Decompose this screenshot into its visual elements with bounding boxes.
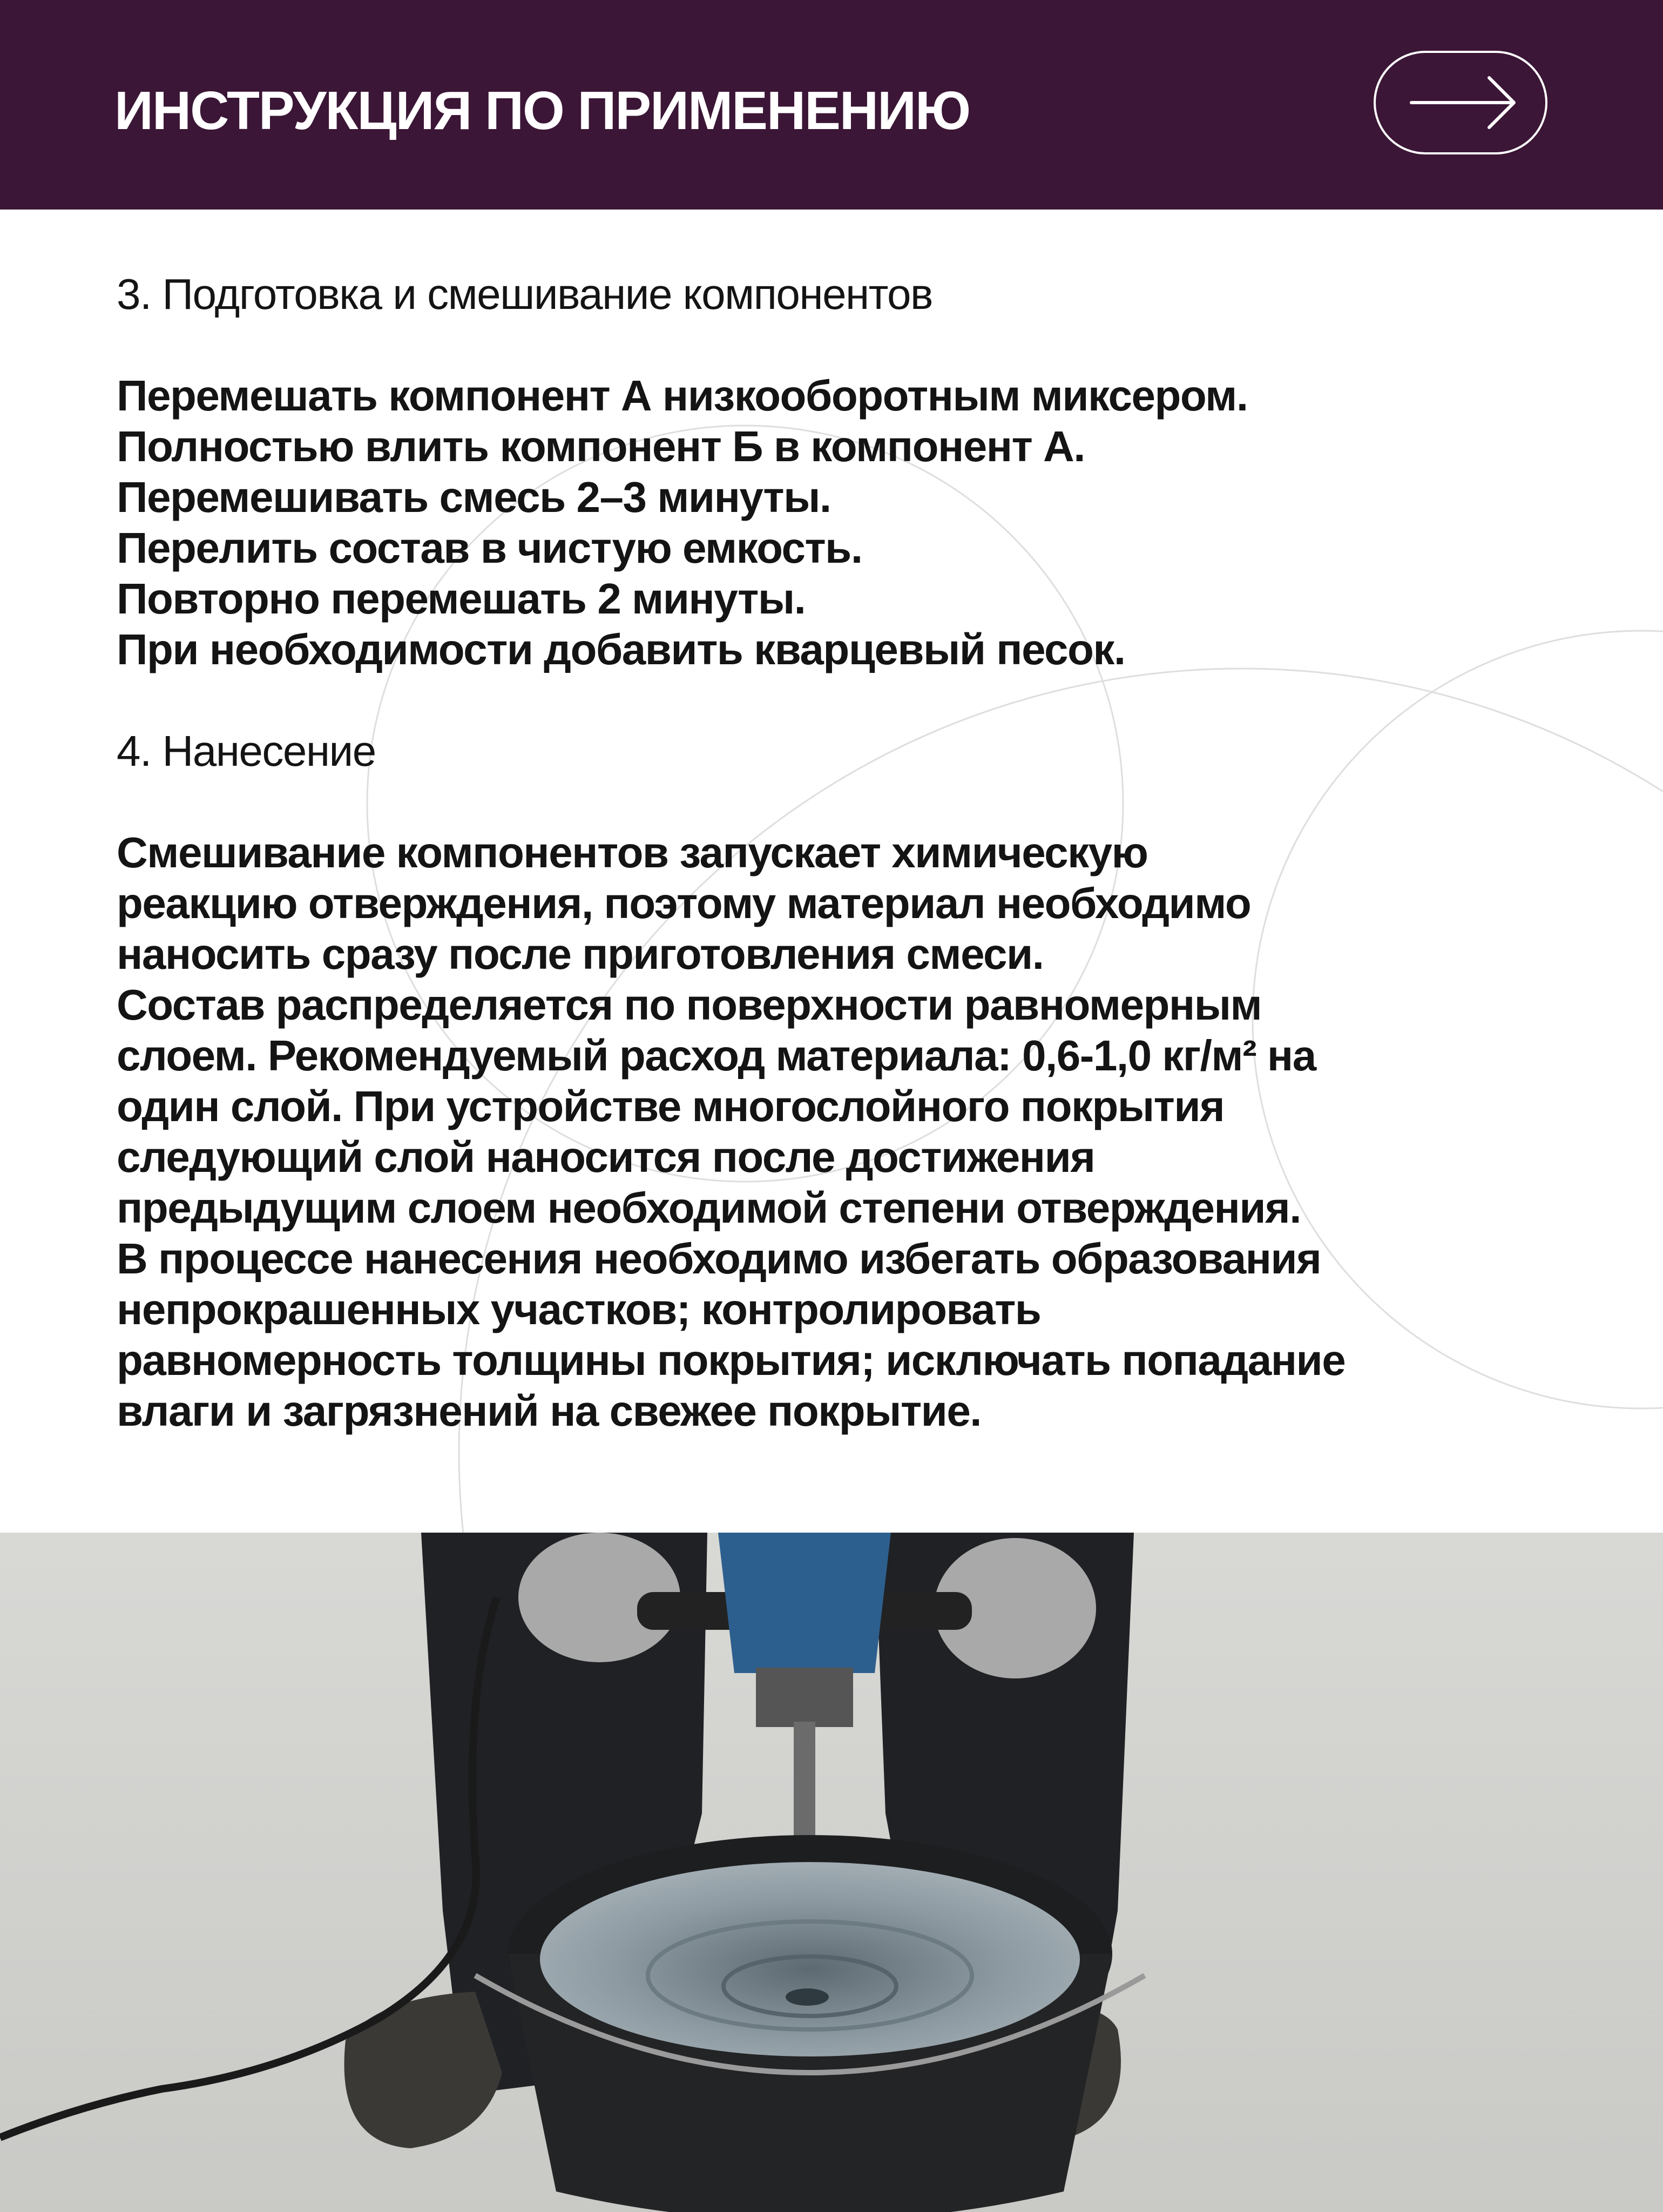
- next-page-button[interactable]: [1374, 51, 1547, 154]
- worker-mixing-bucket-illustration: [0, 1533, 1663, 2212]
- text-line: Смешивание компонентов запускает химическую: [117, 828, 1148, 876]
- text-line: Перемешивать смесь 2–3 минуты.: [117, 473, 831, 521]
- text-line: При необходимости добавить кварцевый песок.: [117, 625, 1125, 673]
- text-line: Полностью влить компонент Б в компонент А.: [117, 422, 1085, 470]
- page-title: ИНСТРУКЦИЯ ПО ПРИМЕНЕНИЮ: [114, 80, 970, 141]
- text-line: непрокрашенных участков; контролировать: [117, 1285, 1041, 1333]
- text-line: Перелить состав в чистую емкость.: [117, 524, 862, 572]
- mixing-instructions: [117, 370, 1585, 675]
- instructions-content: [117, 269, 1585, 1437]
- text-line: Перемешать компонент А низкооборотным миксером.: [117, 372, 1248, 420]
- text-line: слоем. Рекомендуемый расход материала: 0,6-1,0 кг/м² на: [117, 1031, 1316, 1080]
- text-line: Состав распределяется по поверхности равномерным: [117, 981, 1262, 1029]
- text-line: влаги и загрязнений на свежее покрытие.: [117, 1387, 982, 1435]
- application-instructions: [117, 827, 1585, 1437]
- section-title-mixing: 3. Подготовка и смешивание компонентов: [117, 270, 932, 318]
- text-line: равномерность толщины покрытия; исключать попадание: [117, 1336, 1346, 1384]
- text-line: наносить сразу после приготовления смеси.: [117, 930, 1044, 978]
- arrow-right-icon: [1376, 53, 1545, 152]
- section-title-application: 4. Нанесение: [117, 727, 376, 775]
- text-line: Повторно перемешать 2 минуты.: [117, 575, 806, 623]
- text-line: один слой. При устройстве многослойного покрытия: [117, 1082, 1225, 1130]
- text-line: предыдущим слоем необходимой степени отверждения.: [117, 1184, 1301, 1232]
- mixing-photo: [0, 1533, 1663, 2212]
- text-line: следующий слой наносится после достижения: [117, 1133, 1095, 1181]
- text-line: В процессе нанесения необходимо избегать образования: [117, 1235, 1321, 1283]
- text-line: реакцию отверждения, поэтому материал необходимо: [117, 879, 1251, 927]
- header-bar: [0, 0, 1663, 210]
